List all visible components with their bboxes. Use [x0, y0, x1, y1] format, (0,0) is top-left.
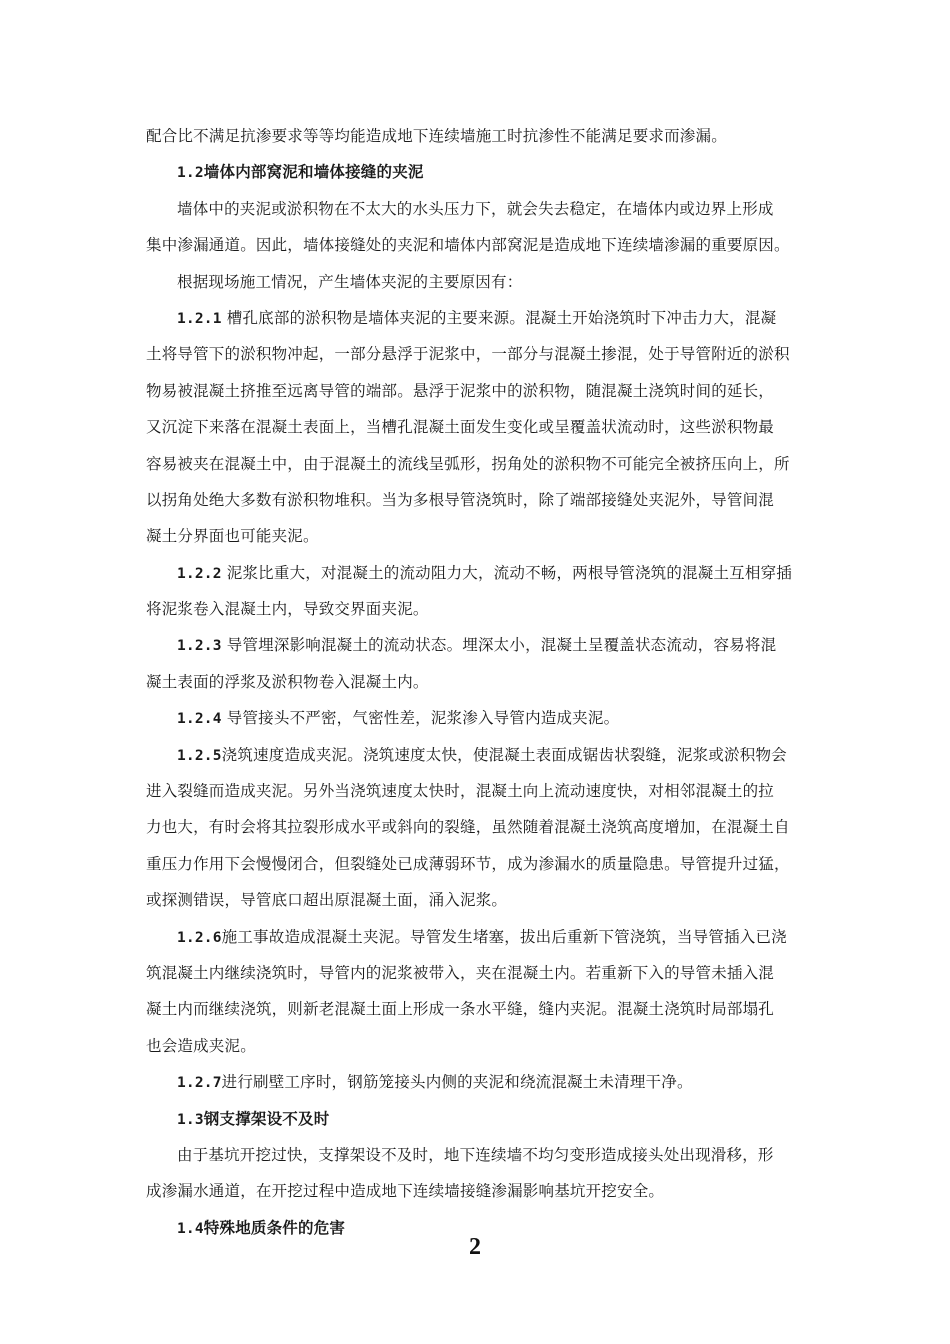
line-text: 进行刷壁工序时，钢筋笼接头内侧的夹泥和绕流混凝土未清理干净。 — [221, 1073, 693, 1092]
line-text: 钢支撑架设不及时 — [203, 1108, 330, 1128]
line-text: 施工事故造成混凝土夹泥。导管发生堵塞，拔出后重新下管浇筑，当导管插入已浇 — [221, 927, 787, 946]
text-line — [146, 919, 814, 955]
line-text: 浇筑速度造成夹泥。浇筑速度太快，使混凝土表面成锯齿状裂缝，泥浆或淤积物会 — [221, 745, 787, 764]
line-text: 根据现场施工情况，产生墙体夹泥的主要原因有： — [177, 272, 523, 291]
section-number: 1.4 — [177, 1220, 204, 1237]
line-text: 凝土内而继续浇筑，则新老混凝土面上形成一条水平缝，缝内夹泥。混凝土浇筑时局部塌孔 — [146, 1000, 775, 1019]
text-line — [146, 409, 814, 445]
section-heading — [146, 154, 814, 190]
line-text: 又沉淀下来落在混凝土表面上，当槽孔混凝土面发生变化或呈覆盖状流动时，这些淤积物最 — [146, 418, 775, 437]
text-line — [146, 1028, 814, 1064]
line-text: 也会造成夹泥。 — [146, 1036, 256, 1055]
line-text: 墙体中的夹泥或淤积物在不太大的水头压力下，就会失去稳定，在墙体内或边界上形成 — [177, 199, 774, 218]
line-text: 墙体内部窝泥和墙体接缝的夹泥 — [203, 162, 424, 182]
text-line — [146, 882, 814, 918]
line-text: 由于基坑开挖过快，支撑架设不及时，地下连续墙不均匀变形造成接头处出现滑移，形 — [177, 1145, 774, 1164]
text-line — [146, 1173, 814, 1209]
text-line — [146, 300, 814, 336]
page-number: 2 — [469, 1234, 481, 1260]
line-text: 容易被夹在混凝土中，由于混凝土的流线呈弧形，拐角处的淤积物不可能完全被挤压向上，所 — [146, 454, 790, 473]
section-number: 1.2.2 — [177, 565, 222, 582]
section-number: 1.2.7 — [177, 1075, 222, 1092]
text-line — [146, 518, 814, 554]
line-text: 或探测错误，导管底口超出原混凝土面，涌入泥浆。 — [146, 891, 508, 910]
section-number: 1.2.3 — [177, 638, 222, 655]
text-line — [146, 336, 814, 372]
line-text: 泥浆比重大，对混凝土的流动阻力大，流动不畅，两根导管浇筑的混凝土互相穿插 — [221, 563, 792, 582]
text-line — [146, 700, 814, 736]
section-number: 1.2.6 — [177, 929, 222, 946]
document-body — [146, 118, 814, 1246]
line-text: 物易被混凝土挤推至远离导管的端部。悬浮于泥浆中的淤积物，随混凝土浇筑时间的延长， — [146, 381, 775, 400]
line-text: 凝土分界面也可能夹泥。 — [146, 527, 319, 546]
line-text: 集中渗漏通道。因此，墙体接缝处的夹泥和墙体内部窝泥是造成地下连续墙渗漏的重要原因。 — [146, 236, 790, 255]
section-number: 1.3 — [177, 1111, 204, 1128]
line-text: 土将导管下的淤积物冲起，一部分悬浮于泥浆中，一部分与混凝土掺混，处于导管附近的淤积 — [146, 345, 790, 364]
line-text: 筑混凝土内继续浇筑时，导管内的泥浆被带入，夹在混凝土内。若重新下入的导管未插入混 — [146, 963, 775, 982]
line-text: 槽孔底部的淤积物是墙体夹泥的主要来源。混凝土开始浇筑时下冲击力大，混凝 — [221, 308, 777, 327]
line-text: 力也大，有时会将其拉裂形成水平或斜向的裂缝，虽然随着混凝土浇筑高度增加，在混凝土自 — [146, 818, 790, 837]
text-line — [146, 591, 814, 627]
text-line — [146, 1064, 814, 1100]
section-heading — [146, 1101, 814, 1137]
text-line — [146, 846, 814, 882]
section-number: 1.2.4 — [177, 711, 222, 728]
line-text: 以拐角处绝大多数有淤积物堆积。当为多根导管浇筑时，除了端部接缝处夹泥外，导管间混 — [146, 490, 775, 509]
text-line — [146, 264, 814, 300]
section-number: 1.2 — [177, 165, 204, 182]
text-line — [146, 373, 814, 409]
section-number: 1.2.1 — [177, 310, 222, 327]
text-line — [146, 737, 814, 773]
text-line — [146, 1137, 814, 1173]
text-line — [146, 955, 814, 991]
text-line — [146, 991, 814, 1027]
line-text: 凝土表面的浮浆及淤积物卷入混凝土内。 — [146, 672, 429, 691]
line-text: 重压力作用下会慢慢闭合，但裂缝处已成薄弱环节，成为渗漏水的质量隐患。导管提升过猛， — [146, 854, 790, 873]
line-text: 导管埋深影响混凝土的流动状态。埋深太小，混凝土呈覆盖状态流动，容易将混 — [221, 636, 777, 655]
text-line — [146, 555, 814, 591]
line-text: 配合比不满足抗渗要求等等均能造成地下连续墙施工时抗渗性不能满足要求而渗漏。 — [146, 127, 727, 145]
text-line — [146, 446, 814, 482]
section-number: 1.2.5 — [177, 747, 222, 764]
text-line — [146, 664, 814, 700]
text-line — [146, 627, 814, 663]
line-text: 特殊地质条件的危害 — [203, 1217, 346, 1237]
text-line — [146, 773, 814, 809]
line-text: 将泥浆卷入混凝土内，导致交界面夹泥。 — [146, 600, 429, 619]
text-line — [146, 482, 814, 518]
text-line — [146, 191, 814, 227]
text-line — [146, 118, 814, 154]
text-line — [146, 227, 814, 263]
line-text: 成渗漏水通道，在开挖过程中造成地下连续墙接缝渗漏影响基坑开挖安全。 — [146, 1182, 665, 1201]
line-text: 导管接头不严密，气密性差，泥浆渗入导管内造成夹泥。 — [221, 709, 620, 728]
text-line — [146, 809, 814, 845]
line-text: 进入裂缝而造成夹泥。另外当浇筑速度太快时，混凝土向上流动速度快，对相邻混凝土的拉 — [146, 782, 775, 801]
